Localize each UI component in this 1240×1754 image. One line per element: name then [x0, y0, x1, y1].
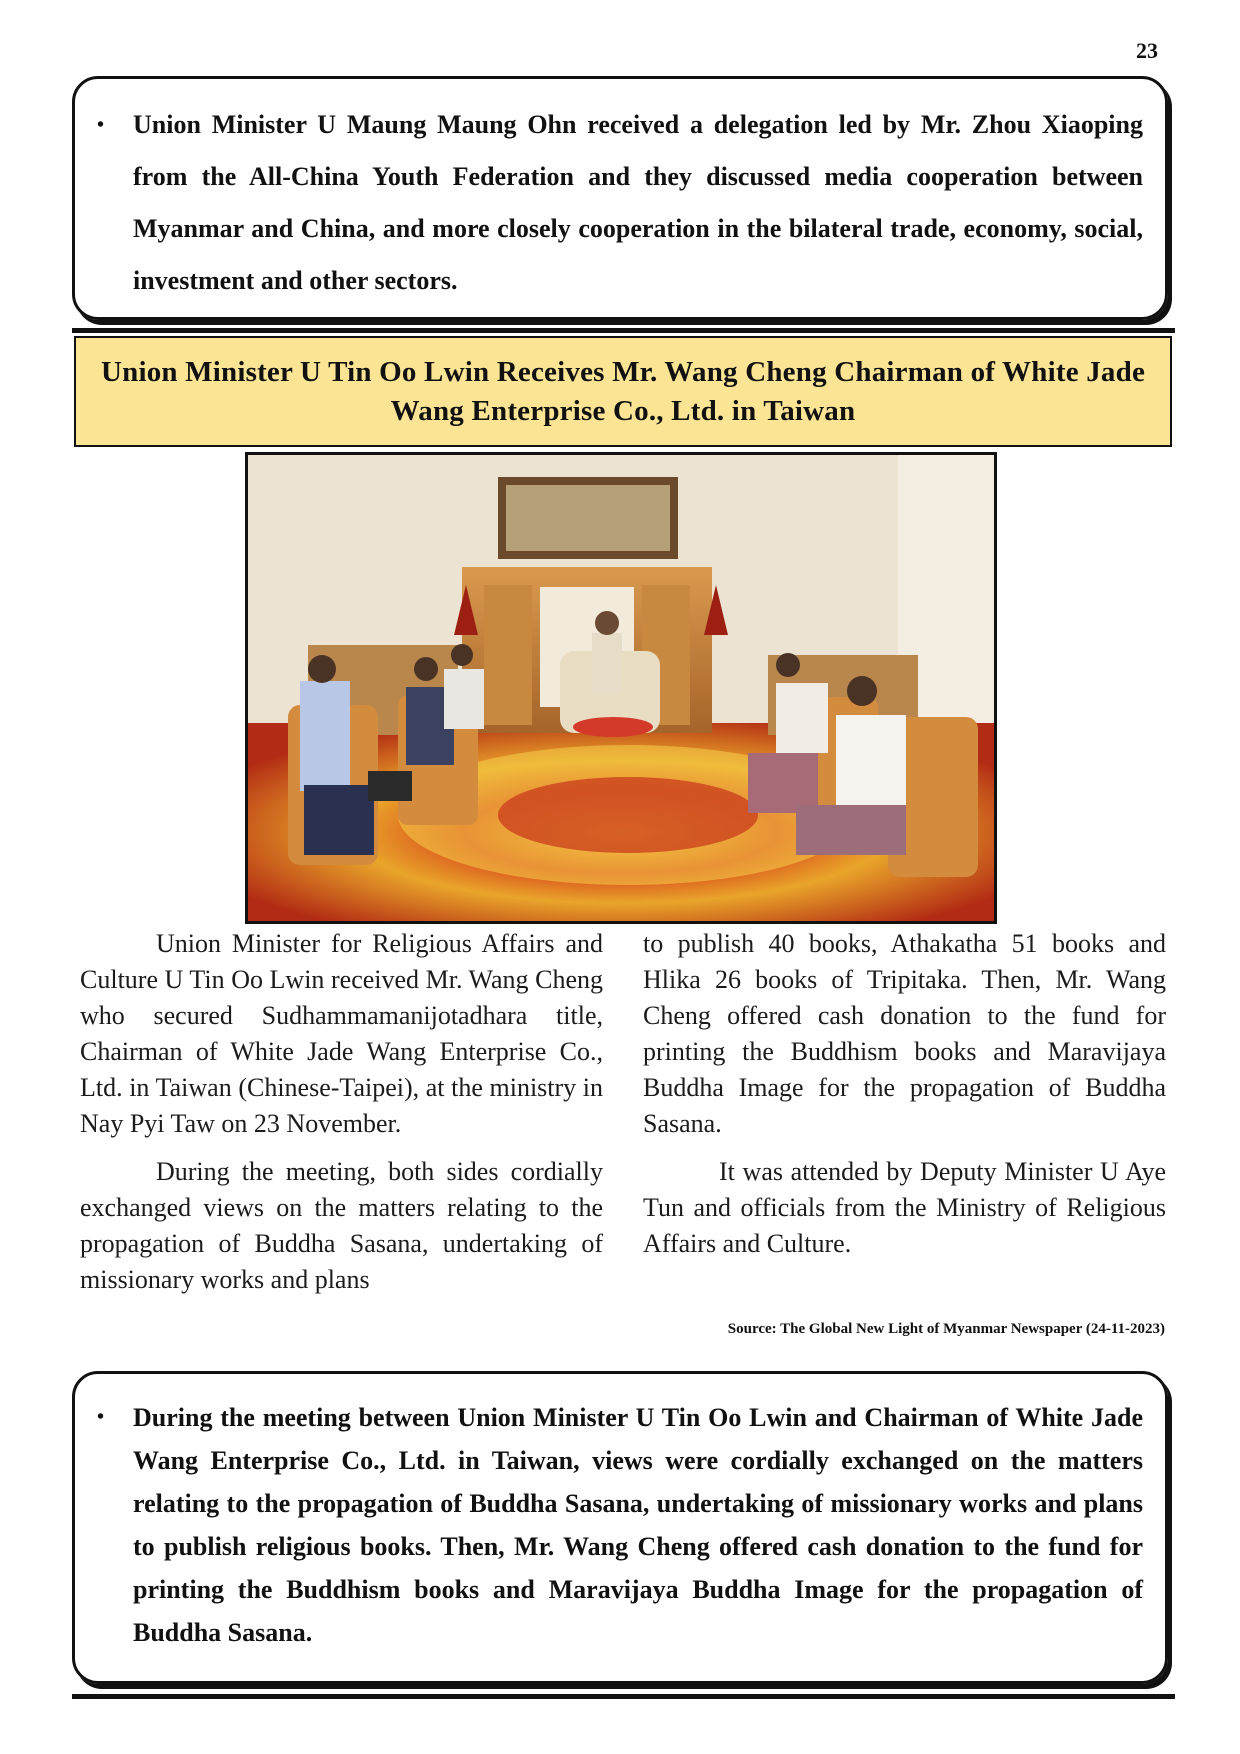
summary-list: [75, 1396, 1165, 1654]
summary-list: [75, 99, 1165, 307]
bullet-icon: •: [97, 1406, 105, 1428]
article-photo: [245, 452, 997, 924]
summary-box-top: [72, 76, 1168, 320]
page-number: 23: [1136, 38, 1158, 63]
summary-text: Union Minister U Maung Maung Ohn received a delegation led by Mr. Zhou Xiaoping from the All-China Youth Federation and they discussed media cooperation between Myanmar and China, and more closely cooperation in the bilateral trade, economy, social, investment and other sectors.: [133, 110, 1143, 295]
source-citation: Source: The Global New Light of Myanmar Newspaper (24-11-2023): [727, 1321, 1165, 1337]
bullet-icon: •: [97, 114, 105, 136]
article-paragraph: to publish 40 books, Athakatha 51 books and Hlika 26 books of Tripitaka. Then, Mr. Wang Cheng offered cash donation to the fund for printing the Buddhism books and Maravijaya Buddha Image for the propagation of Buddha Sasana.: [643, 929, 1166, 1138]
summary-item: [75, 1396, 1165, 1654]
article-paragraph: During the meeting, both sides cordially exchanged views on the matters relating to the propagation of Buddha Sasana, undertaking of missionary works and plans: [80, 1157, 603, 1294]
divider-rule: [72, 328, 1175, 333]
summary-text: During the meeting between Union Minister U Tin Oo Lwin and Chairman of White Jade Wang Enterprise Co., Ltd. in Taiwan, views were cordially exchanged on the matters relating to the propagation of Buddha Sasana, undertaking of missionary works and plans to publish religious books. Then, Mr. Wang Cheng offered cash donation to the fund for printing the Buddhism books and Maravijaya Buddha Image for the propagation of Buddha Sasana.: [133, 1403, 1143, 1647]
headline-banner: [74, 336, 1172, 447]
article-column-left: [80, 926, 603, 1310]
summary-item: [75, 99, 1165, 307]
article-headline: Union Minister U Tin Oo Lwin Receives Mr. Wang Cheng Chairman of White Jade Wang Enterprise Co., Ltd. in Taiwan: [100, 355, 1146, 427]
summary-box-bottom: [72, 1371, 1168, 1684]
divider-rule: [72, 1694, 1175, 1699]
article-column-right: [643, 926, 1166, 1274]
meeting-room-photo: [248, 455, 994, 921]
article-paragraph: It was attended by Deputy Minister U Aye Tun and officials from the Ministry of Religious Affairs and Culture.: [643, 1157, 1166, 1258]
article-paragraph: Union Minister for Religious Affairs and Culture U Tin Oo Lwin received Mr. Wang Cheng who secured Sudhammamanijotadhara title, Chairman of White Jade Wang Enterprise Co., Ltd. in Taiwan (Chinese-Taipei), at the ministry in Nay Pyi Taw on 23 November.: [80, 929, 603, 1138]
